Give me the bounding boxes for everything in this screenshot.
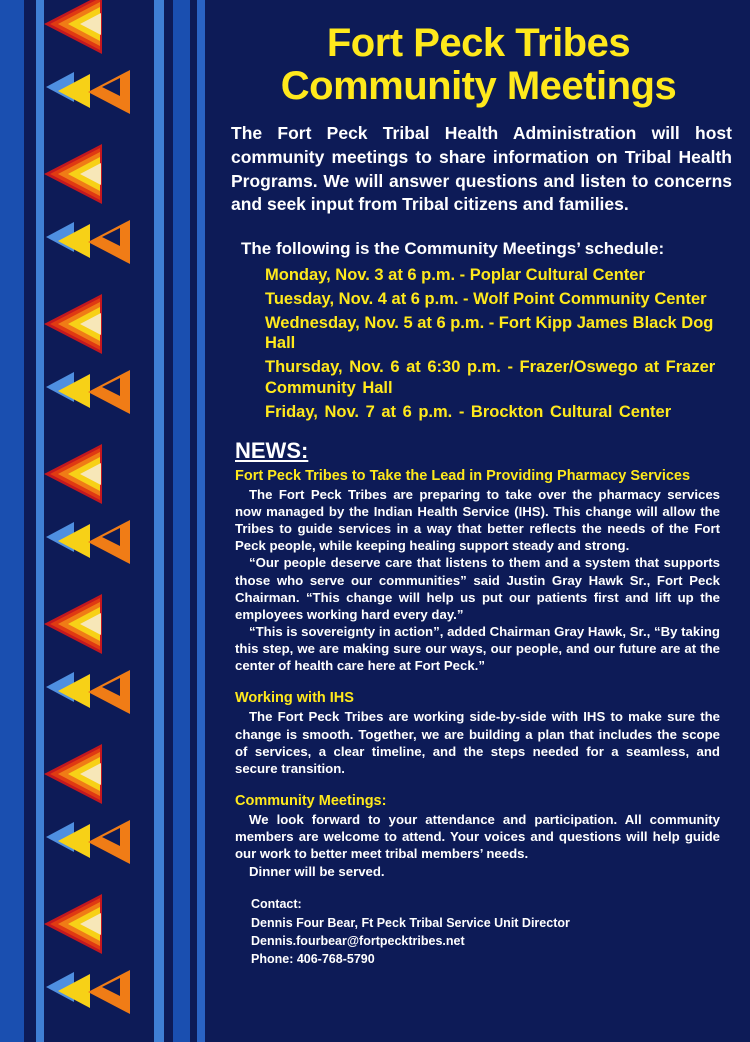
chevron-shape	[58, 224, 90, 258]
section-heading: Fort Peck Tribes to Take the Lead in Providing Pharmacy Services	[235, 467, 691, 484]
section-heading: Community Meetings:	[235, 793, 387, 810]
section-paragraph: The Fort Peck Tribes are preparing to take over the pharmacy services now managed by the Indian Health Service (IHS). This change will allow the Tribes to guide services in a way that better reflects the needs of the Fort Peck people, while keeping healing support steady and strong.	[235, 486, 720, 554]
chevron-shape	[58, 824, 90, 858]
contact-label: Contact:	[251, 896, 302, 911]
section-paragraph: Dinner will be served.	[249, 863, 385, 879]
band-stripe	[164, 0, 173, 1042]
intro-paragraph: The Fort Peck Tribal Health Administration will host community meetings to share information on Tribal Health Programs. We will answer questions and listen to concerns and seek input from Tribal citizens and families.	[231, 123, 732, 215]
news-sections	[223, 468, 734, 880]
chevron-motif	[44, 444, 156, 616]
chevron-shape	[58, 674, 90, 708]
chevron-shape	[80, 13, 101, 35]
title-line-1: Fort Peck Tribes	[326, 21, 631, 65]
schedule-item: Monday, Nov. 3 at 6 p.m. - Poplar Cultural Center	[265, 265, 645, 284]
chevron-shape	[80, 613, 101, 635]
band-stripe	[0, 0, 24, 1042]
band-stripe	[24, 0, 36, 1042]
chevron-motif	[44, 0, 156, 166]
chevron-shape	[80, 163, 101, 185]
chevron-shape	[58, 974, 90, 1008]
band-stripe	[190, 0, 197, 1042]
chevron-motif	[44, 144, 156, 316]
schedule-heading: The following is the Community Meetings’ schedule:	[241, 238, 665, 258]
contact-email[interactable]: Dennis.fourbear@fortpecktribes.net	[251, 934, 465, 949]
chevron-motif	[44, 894, 156, 1042]
chevron-shape	[80, 763, 101, 785]
section-paragraph: The Fort Peck Tribes are working side-by-side with IHS to make sure the change is smooth. Together, we are building a plan that includes the scope of services, a clear timeline, and the steps needed for a seamless, and secure transition.	[235, 709, 720, 776]
chevron-shape	[102, 228, 120, 246]
schedule-item: Tuesday, Nov. 4 at 6 p.m. - Wolf Point Community Center	[265, 290, 707, 308]
chevron-shape	[58, 524, 90, 558]
schedule-item: Wednesday, Nov. 5 at 6 p.m. - Fort Kipp James Black Dog Hall	[265, 314, 714, 353]
contact-phone: Phone: 406-768-5790	[251, 951, 375, 966]
section-paragraph: “Our people deserve care that listens to them and a system that supports those who serve our communities” said Justin Gray Hawk Sr., Fort Peck Chairman. “This change will help us put our patients first and lift up the employees working hard every day.”	[235, 555, 720, 622]
schedule-item: Friday, Nov. 7 at 6 p.m. - Brockton Cultural Center	[265, 402, 672, 421]
chevron-shape	[80, 463, 101, 485]
poster-content	[205, 0, 750, 1042]
chevron-shape	[58, 374, 90, 408]
chevron-motif	[44, 294, 156, 466]
contact-name: Dennis Four Bear, Ft Peck Tribal Service Unit Director	[251, 916, 570, 931]
chevron-shape	[80, 313, 101, 335]
section-heading: Working with IHS	[235, 690, 354, 707]
chevron-motif	[44, 744, 156, 916]
band-stripe	[36, 0, 44, 1042]
band-stripe	[173, 0, 190, 1042]
chevron-shape	[102, 978, 120, 996]
chevron-shape	[102, 378, 120, 396]
chevron-motif	[44, 594, 156, 766]
schedule-list	[235, 265, 734, 422]
chevron-shape	[80, 913, 101, 935]
schedule-item: Thursday, Nov. 6 at 6:30 p.m. - Frazer/Oswego at Frazer Community Hall	[265, 358, 716, 397]
news-heading: NEWS:	[235, 437, 309, 463]
chevron-shape	[102, 528, 120, 546]
chevron-shape	[58, 74, 90, 108]
title-line-2: Community Meetings	[280, 64, 677, 109]
section-paragraph: We look forward to your attendance and participation. All community members are welcome to attend. Your voices and questions will help guide our work to better meet tribal members’ needs.	[235, 812, 720, 862]
contact-block	[251, 896, 734, 969]
section-paragraph: “This is sovereignty in action”, added Chairman Gray Hawk, Sr., “By taking this step, we are making sure our ways, our people, and our future are at the center of health care here at Fort Peck.”	[235, 624, 720, 674]
chevron-shape	[102, 828, 120, 846]
chevron-shape	[102, 678, 120, 696]
chevron-shape	[102, 78, 120, 96]
band-stripe	[197, 0, 205, 1042]
page-title	[223, 22, 734, 108]
decorative-left-band	[0, 0, 205, 1042]
